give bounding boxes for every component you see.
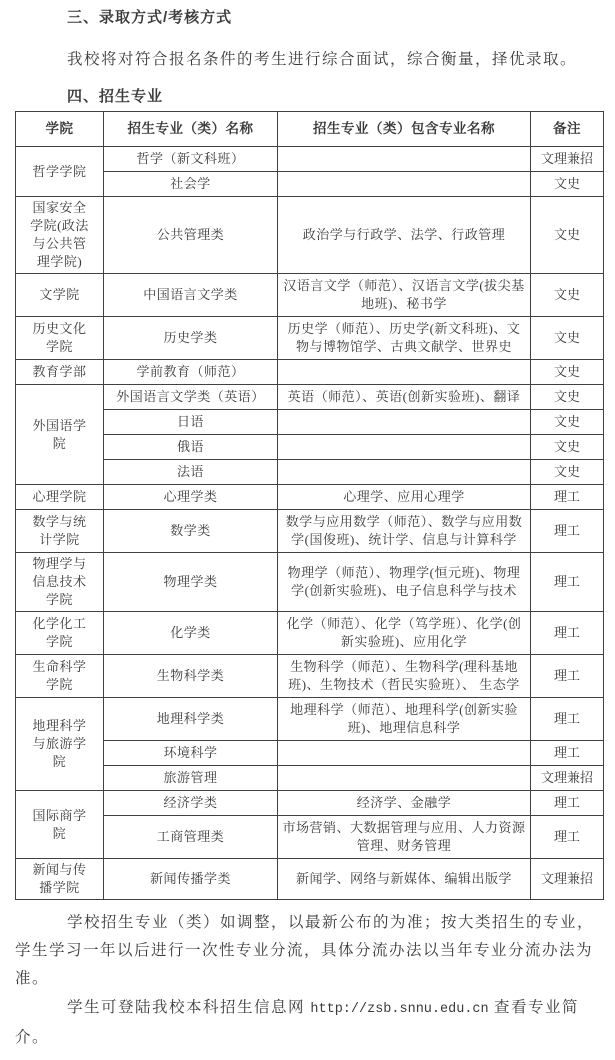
- col-header-college: 学院: [16, 112, 104, 147]
- table-row: [16, 553, 604, 612]
- table-row: [16, 791, 604, 816]
- table-row: [16, 766, 604, 791]
- table-row: [16, 197, 604, 274]
- major-name-cell: 旅游管理: [104, 766, 278, 791]
- included-majors-cell: [278, 360, 531, 385]
- included-majors-cell: 市场营销、大数据管理与应用、人力资源管理、财务管理: [278, 816, 531, 859]
- major-name-cell: 新闻传播学类: [104, 859, 278, 900]
- note-cell: 文史: [531, 360, 604, 385]
- included-majors-cell: 英语（师范）、英语(创新实验班)、翻译: [278, 385, 531, 410]
- header-row: [16, 112, 604, 147]
- note-cell: 理工: [531, 791, 604, 816]
- table-row: [16, 741, 604, 766]
- note-cell: 理工: [531, 655, 604, 698]
- note-cell: 文史: [531, 435, 604, 460]
- major-name-cell: 心理学类: [104, 485, 278, 510]
- college-cell: 生命科学学院: [16, 655, 104, 698]
- major-name-cell: 化学类: [104, 612, 278, 655]
- college-cell: 数学与统计学院: [16, 510, 104, 553]
- note-cell: 文史: [531, 274, 604, 317]
- table-row: [16, 655, 604, 698]
- note-cell: 理工: [531, 741, 604, 766]
- included-majors-cell: 政治学与行政学、法学、行政管理: [278, 197, 531, 274]
- note-cell: 文理兼招: [531, 766, 604, 791]
- college-cell: 地理科学与旅游学院: [16, 698, 104, 791]
- college-cell: 历史文化学院: [16, 317, 104, 360]
- included-majors-cell: [278, 410, 531, 435]
- included-majors-cell: 生物科学（师范）、生物科学(理科基地班)、生物技术（哲民实验班）、 生态学: [278, 655, 531, 698]
- included-majors-cell: 汉语言文学（师范）、汉语言文学(拔尖基地班)、秘书学: [278, 274, 531, 317]
- major-name-cell: 经济学类: [104, 791, 278, 816]
- note-cell: 文史: [531, 172, 604, 197]
- table-row: [16, 859, 604, 900]
- majors-table-header: [16, 112, 604, 147]
- note-cell: 理工: [531, 510, 604, 553]
- included-majors-cell: [278, 147, 531, 172]
- note-cell: 文理兼招: [531, 147, 604, 172]
- note-cell: 文史: [531, 385, 604, 410]
- college-cell: 新闻与传播学院: [16, 859, 104, 900]
- included-majors-cell: [278, 766, 531, 791]
- table-row: [16, 698, 604, 741]
- included-majors-cell: 经济学、金融学: [278, 791, 531, 816]
- major-name-cell: 法语: [104, 460, 278, 485]
- table-row: [16, 612, 604, 655]
- major-name-cell: 社会学: [104, 172, 278, 197]
- note-cell: 理工: [531, 698, 604, 741]
- major-name-cell: 学前教育（师范）: [104, 360, 278, 385]
- note-cell: 文史: [531, 197, 604, 274]
- included-majors-cell: 物理学（师范）、物理学(恒元班)、物理学(创新实验班)、电子信息科学与技术: [278, 553, 531, 612]
- table-row: [16, 274, 604, 317]
- college-cell: 国际商学院: [16, 791, 104, 859]
- included-majors-cell: 新闻学、网络与新媒体、编辑出版学: [278, 859, 531, 900]
- majors-table-body: [16, 147, 604, 900]
- major-name-cell: 中国语言文学类: [104, 274, 278, 317]
- college-cell: 外国语学院: [16, 385, 104, 485]
- included-majors-cell: [278, 435, 531, 460]
- college-cell: 国家安全学院(政法与公共管理学院): [16, 197, 104, 274]
- note-cell: 文史: [531, 317, 604, 360]
- table-row: [16, 510, 604, 553]
- major-name-cell: 生物科学类: [104, 655, 278, 698]
- major-name-cell: 俄语: [104, 435, 278, 460]
- college-cell: 心理学院: [16, 485, 104, 510]
- table-row: [16, 410, 604, 435]
- major-name-cell: 地理科学类: [104, 698, 278, 741]
- major-name-cell: 日语: [104, 410, 278, 435]
- table-row: [16, 172, 604, 197]
- included-majors-cell: [278, 741, 531, 766]
- major-name-cell: 历史学类: [104, 317, 278, 360]
- table-row: [16, 385, 604, 410]
- note-cell: 文史: [531, 460, 604, 485]
- note-cell: 理工: [531, 485, 604, 510]
- admission-method-paragraph: 我校将对符合报名条件的考生进行综合面试，综合衡量，择优录取。: [67, 51, 578, 68]
- college-cell: 哲学学院: [16, 147, 104, 197]
- note-cell: 理工: [531, 553, 604, 612]
- website-text-prefix: 学生可登陆我校本科招生信息网: [67, 999, 311, 1016]
- majors-table: [15, 111, 604, 900]
- section-heading-enrollment-majors: 四、招生专业: [67, 88, 164, 105]
- col-header-major-name: 招生专业（类）名称: [104, 112, 278, 147]
- table-row: [16, 485, 604, 510]
- table-row: [16, 360, 604, 385]
- included-majors-cell: 历史学（师范）、历史学(新文科班)、文物与博物馆学、古典文献学、世界史: [278, 317, 531, 360]
- major-name-cell: 数学类: [104, 510, 278, 553]
- included-majors-cell: 化学（师范）、化学（笃学班）、化学(创新实验班)、应用化学: [278, 612, 531, 655]
- table-row: [16, 147, 604, 172]
- table-row: [16, 816, 604, 859]
- note-cell: 文理兼招: [531, 859, 604, 900]
- website-paragraph: [15, 994, 603, 1052]
- included-majors-cell: [278, 460, 531, 485]
- website-text-suffix: 查看专业简介。: [15, 999, 580, 1046]
- college-cell: 文学院: [16, 274, 104, 317]
- included-majors-cell: 地理科学（师范）、地理科学(创新实验班)、地理信息科学: [278, 698, 531, 741]
- college-cell: 物理学与信息技术学院: [16, 553, 104, 612]
- section-heading-admission-method: 三、录取方式/考核方式: [67, 9, 233, 26]
- table-row: [16, 317, 604, 360]
- college-cell: 教育学部: [16, 360, 104, 385]
- major-name-cell: 工商管理类: [104, 816, 278, 859]
- major-name-cell: 公共管理类: [104, 197, 278, 274]
- website-url: http://zsb.snnu.edu.cn: [310, 1002, 489, 1017]
- college-cell: 化学化工学院: [16, 612, 104, 655]
- col-header-note: 备注: [531, 112, 604, 147]
- major-name-cell: 物理学类: [104, 553, 278, 612]
- note-cell: 文史: [531, 410, 604, 435]
- major-name-cell: 环境科学: [104, 741, 278, 766]
- note-cell: 理工: [531, 612, 604, 655]
- major-name-cell: 哲学（新文科班）: [104, 147, 278, 172]
- major-name-cell: 外国语言文学类（英语）: [104, 385, 278, 410]
- col-header-included-majors: 招生专业（类）包含专业名称: [278, 112, 531, 147]
- table-row: [16, 435, 604, 460]
- included-majors-cell: 心理学、应用心理学: [278, 485, 531, 510]
- adjustment-note-paragraph: 学校招生专业（类）如调整，以最新公布的为准；按大类招生的专业，学生学习一年以后进行一次性专业分流，具体分流办法以当年专业分流办法为准。: [15, 914, 595, 987]
- included-majors-cell: [278, 172, 531, 197]
- included-majors-cell: 数学与应用数学（师范）、数学与应用数学(国俊班)、统计学、信息与计算科学: [278, 510, 531, 553]
- table-row: [16, 460, 604, 485]
- note-cell: 理工: [531, 816, 604, 859]
